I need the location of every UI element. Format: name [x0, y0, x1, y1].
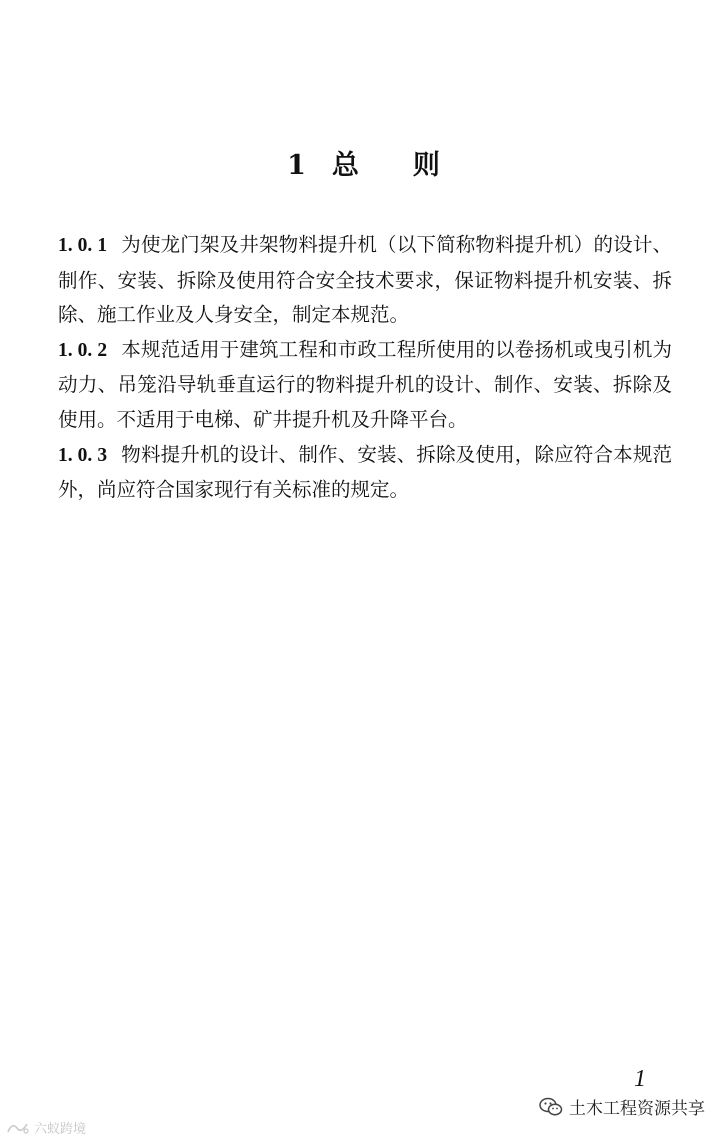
clause-1-0-2: [58, 333, 672, 438]
watermark-right: [539, 1094, 705, 1119]
chapter-number: 1: [287, 150, 306, 181]
clause-number: 1. 0. 1: [58, 235, 108, 256]
clause-text: 本规范适用于建筑工程和市政工程所使用的以卷扬机或曳引机为动力、吊笼沿导轨垂直运行的物料提升机的设计、制作、安装、拆除及使用。不适用于电梯、矿井提升机及升降平台。: [58, 337, 672, 431]
chapter-title-char-2: 则: [412, 150, 440, 181]
chapter-body: [58, 228, 672, 508]
page-number: 1: [634, 1066, 646, 1092]
clause-text: 物料提升机的设计、制作、安装、拆除及使用，除应符合本规范外，尚应符合国家现行有关标准的规定。: [58, 442, 672, 502]
watermark-left: [6, 1118, 86, 1137]
wechat-icon: [539, 1097, 563, 1117]
clause-1-0-3: [58, 438, 672, 508]
chapter-title: [0, 146, 727, 186]
watermark-left-text: 六蚁跨境: [34, 1122, 87, 1137]
clause-number: 1. 0. 3: [58, 444, 108, 466]
watermark-right-text: 土木工程资源共享: [569, 1099, 705, 1119]
chapter-title-char-1: 总: [331, 150, 359, 181]
logo-mark-icon: [6, 1121, 30, 1135]
clause-text: 为使龙门架及井架物料提升机（以下简称物料提升机）的设计、制作、安装、拆除及使用符合安全技术要求，保证物料提升机安装、拆除、施工作业及人身安全，制定本规范。: [58, 233, 672, 327]
clause-number: 1. 0. 2: [58, 339, 108, 361]
clause-1-0-1: [58, 228, 672, 333]
